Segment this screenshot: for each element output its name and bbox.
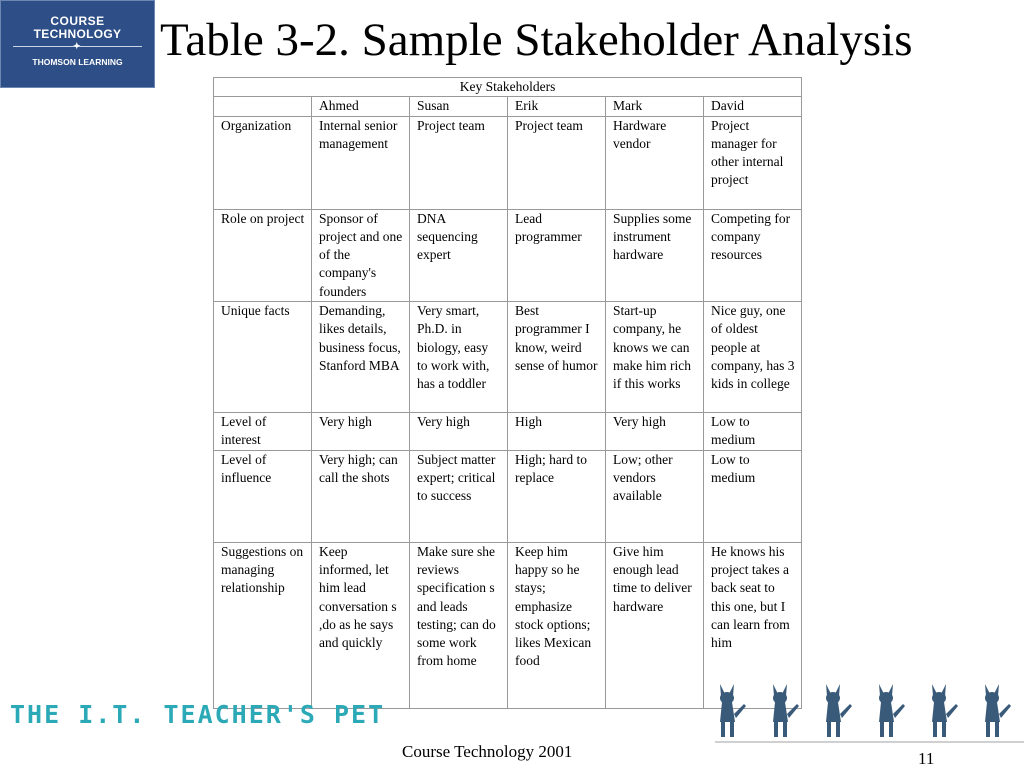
row-label: Role on project	[214, 209, 312, 301]
table-cell: Subject matter expert; critical to success	[410, 450, 508, 542]
slide-title: Table 3-2. Sample Stakeholder Analysis	[160, 14, 913, 66]
table-cell: Low; other vendors available	[606, 450, 704, 542]
table-caption: Key Stakeholders	[214, 78, 802, 97]
dog-mascot-icon	[871, 678, 911, 740]
course-technology-logo	[0, 0, 155, 88]
table-cell: Give him enough lead time to deliver hardware	[606, 542, 704, 708]
table-cell: Nice guy, one of oldest people at company, has 3 kids in college	[704, 302, 802, 413]
table-cell: He knows his project takes a back seat to this one, but I can learn from him	[704, 542, 802, 708]
table-cell: Project team	[410, 116, 508, 209]
logo-line-1: COURSE	[50, 14, 105, 28]
dog-mascot-icon	[765, 678, 805, 740]
header-cell: Susan	[410, 97, 508, 116]
table-cell: Supplies some instrument hardware	[606, 209, 704, 301]
footer-credit: Course Technology 2001	[402, 742, 573, 761]
dog-mascot-row	[712, 678, 1024, 740]
it-teachers-pet-banner: THE I.T. TEACHER'S PET	[10, 700, 386, 729]
table-cell: Best programmer I know, weird sense of humor	[508, 302, 606, 413]
table-cell: Internal senior management	[312, 116, 410, 209]
dog-mascot-icon	[818, 678, 858, 740]
page-number: 11	[918, 749, 935, 768]
table-cell: Very high	[312, 413, 410, 451]
table-cell: Demanding, likes details, business focus, Stanford MBA	[312, 302, 410, 413]
dog-mascot-icon	[977, 678, 1017, 740]
header-cell: David	[704, 97, 802, 116]
table-cell: Hardware vendor	[606, 116, 704, 209]
table-row	[214, 209, 802, 301]
table-cell: High; hard to replace	[508, 450, 606, 542]
header-cell	[214, 97, 312, 116]
table-cell: DNA sequencing expert	[410, 209, 508, 301]
table-cell: Low to medium	[704, 413, 802, 451]
logo-star-icon: ✦	[73, 41, 81, 51]
table-row	[214, 413, 802, 451]
row-label: Level of influence	[214, 450, 312, 542]
logo-line-3: THOMSON LEARNING	[32, 57, 123, 67]
table-row	[214, 450, 802, 542]
table-cell: Very high	[410, 413, 508, 451]
table-cell: Very high; can call the shots	[312, 450, 410, 542]
table-cell: Competing for company resources	[704, 209, 802, 301]
table-caption-row	[214, 78, 802, 97]
table-cell: Project manager for other internal project	[704, 116, 802, 209]
header-cell: Erik	[508, 97, 606, 116]
table-header-row	[214, 97, 802, 116]
table-cell: Make sure she reviews specification s and leads testing; can do some work from home	[410, 542, 508, 708]
table-cell: Very smart, Ph.D. in biology, easy to work with, has a toddler	[410, 302, 508, 413]
stakeholder-table	[213, 77, 802, 709]
row-label: Organization	[214, 116, 312, 209]
table-cell: Keep him happy so he stays; emphasize stock options; likes Mexican food	[508, 542, 606, 708]
dog-mascot-icon	[924, 678, 964, 740]
table-row	[214, 116, 802, 209]
dog-mascot-icon	[712, 678, 752, 740]
table-cell: Very high	[606, 413, 704, 451]
footer-divider	[715, 741, 1024, 743]
table-row	[214, 302, 802, 413]
table-cell: High	[508, 413, 606, 451]
header-cell: Mark	[606, 97, 704, 116]
table-cell: Start-up company, he knows we can make him rich if this works	[606, 302, 704, 413]
table-cell: Low to medium	[704, 450, 802, 542]
table-body	[214, 78, 802, 709]
row-label: Unique facts	[214, 302, 312, 413]
table-cell: Sponsor of project and one of the company's founders	[312, 209, 410, 301]
logo-line-2: TECHNOLOGY	[33, 27, 122, 41]
row-label: Level of interest	[214, 413, 312, 451]
header-cell: Ahmed	[312, 97, 410, 116]
table-cell: Keep informed, let him lead conversation s ,do as he says and quickly	[312, 542, 410, 708]
table-cell: Project team	[508, 116, 606, 209]
table-cell: Lead programmer	[508, 209, 606, 301]
row-label: Suggestions on managing relationship	[214, 542, 312, 708]
